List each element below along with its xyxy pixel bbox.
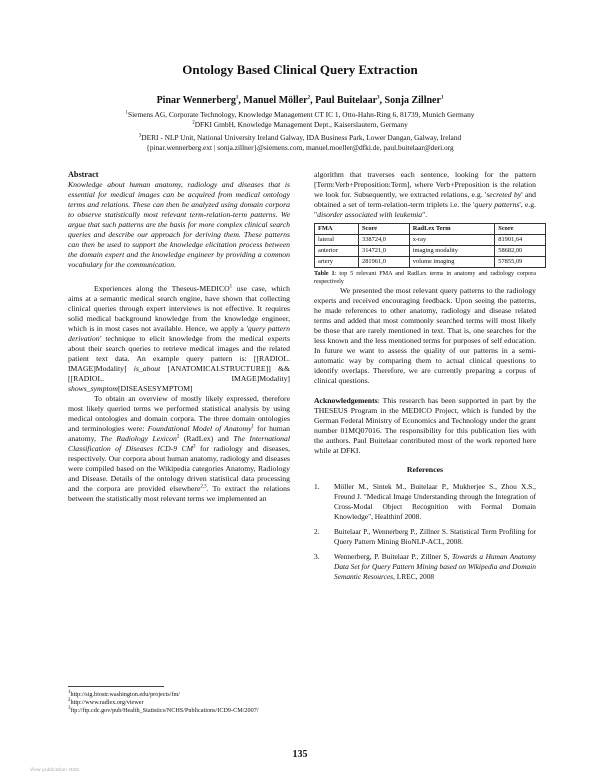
- abstract-text: Knowledge about human anatomy, radiology and diseases that is essential for medical images can be acquired from medical ontology terms and relations. These can then be analyzed using domain corpora to observe statistically most relevant term-relation-term patterns. We argue that such patterns are the basis for more complex clinical search queries and describe our approach for deriving them. These patterns can then be used to support the knowledge elicitation process between the domain expert and the knowledge engineer by providing a common vocabulary for the communication.: [68, 180, 290, 269]
- affiliation: $^1$Siemens AG, Corporate Technology, Knowledge Management CT IC 1, Otto-Hahn-Ring 6, 81739, Munich Germany: [125, 110, 475, 119]
- body-paragraph: Experiences along the Theseus-MEDICO$^1$ use case, which aims at a semantic medical search engine, have shown that collecting clinical queries through expert interviews is not effective. It requires solid medical background knowledge from the knowledge engineer, which is in most cases not available. Hence, we apply a 'query pattern derivation' technique to elicit knowledge from the medical experts about their search queries to retrieve medical images and the related patient text data. An example query pattern is: [[RADIOL. IMAGE]Modality] is_about [ANATOMICALSTRUCTURE]] && [[RADIOL. IMAGE]Modality] shows_symptom[DISEASESYMPTOM]: [68, 284, 290, 393]
- watermark: View publication stats: [30, 768, 80, 773]
- author: Sonja Zillner: [384, 95, 441, 106]
- body-paragraph: We presented the most relevant query patterns to the radiology experts and received encouraging feedback. Upon seeing the patterns, he made references to other anatomy, radiology and disease related terms and added that most commonly searched terms will most likely be those that are rarely mentioned in text. That is, one searches for the less known and the less mentioned terms for purposes of self education. In future we want to assess the quality of our patterns in a semi-automatic way by comparing them to actual clinical questions to identify overlaps. Therefore, we are currently preparing a corpus of clinical questions.: [314, 286, 536, 385]
- reference-item: 1. Möller M., Sintek M., Buitelaar P., Mukherjee S., Zhou X.S., Freund J. "Medical Image Understanding through the Integration of Cross-Modal Object Recognition with Formal Domain Knowledge", Healthinf 2008.: [314, 482, 536, 521]
- author: Pinar Wennerberg: [156, 95, 236, 106]
- abstract-heading: Abstract: [68, 170, 99, 179]
- affiliations: [0, 110, 600, 153]
- reference-item: 3. Wennerberg, P. Buitelaar P., Zillner S, Towards a Human Anatomy Data Set for Query Pattern Mining based on Wikipedia and Domain Semantic Resources, LREC, 2008: [314, 552, 537, 581]
- affiliation: $^2$DFKI GmbH, Knowledge Management Dept., Kaiserslautern, Germany: [192, 120, 408, 129]
- results-table: [314, 223, 546, 268]
- footnote-rule: [68, 686, 164, 687]
- table-header-row: FMA Score RadLex Term Score: [315, 224, 546, 235]
- paper-title: Ontology Based Clinical Query Extraction: [182, 62, 418, 77]
- footnote: $^2$http://www.radlex.org/viewer: [68, 697, 144, 706]
- left-column: [68, 170, 290, 504]
- page-number: 135: [292, 749, 308, 760]
- affiliation: $^3$DERI - NLP Unit, National University Ireland Galway, IDA Business Park, Lower Dangan, Galway, Ireland: [138, 133, 462, 142]
- author-list: Pinar Wennerberg$^1$, Manuel Möller$^2$, Paul Buitelaar$^3$, Sonja Zillner$^1$: [156, 95, 444, 106]
- footnote: $^3$ftp://ftp.cdc.gov/pub/Health_Statistics/NCHS/Publications/ICD9-CM/2007/: [68, 705, 259, 714]
- footnotes: [68, 686, 290, 715]
- author: Manuel Möller: [243, 95, 308, 106]
- references-heading: References: [406, 465, 444, 474]
- author: Paul Buitelaar: [315, 95, 378, 106]
- table-row: artery 281961,0 volume imaging 57855,09: [315, 257, 546, 268]
- email-line: {pinar.wennerberg.ext | sonja.zillner}@siemens.com, manuel.moeller@dfki.de, paul.buitelaar@deri.org: [146, 143, 454, 152]
- acknowledgements: Acknowledgements: This research has been supported in part by the THESEUS Program in the MEDICO Project, which is funded by the German Federal Ministry of Economics and Technology under the grant number 01MQ07016. The responsibility for this publication lies with the authors. Paul Buitelaar contributed most of the work reported here while at DFKI.: [314, 396, 536, 455]
- table-row: anterior 314721,0 imaging modality 58682,00: [315, 246, 546, 257]
- table-caption: Table 1: top 5 relevant FMA and RadLex terms in anatomy and radiology corpora respectively: [314, 270, 536, 285]
- reference-item: 2. Buitelaar P., Wennerberg P., Zillner S. Statistical Term Profiling for Query Pattern Mining BioNLP-ACL, 2008.: [314, 527, 536, 546]
- body-paragraph: To obtain an overview of mostly likely expressed, therefore most likely queried terms we performed statistical analysis by using medical ontologies and domain corpora. The three domain ontologies and terminologies were: Foundational Model of Anatomy$^1$ for human anatomy, The Radiology Lexicon$^2$ (RadLex) and The International Classification of Diseases ICD-9 $CM^3$ for radiology and diseases, respectively. Our corpora about human anatomy, radiology and diseases were compiled based on the Wikipedia categories Anatomy, Radiology and Disease. Details of the ontology driven statistical data processing and the corpora are provided elsewhere$^{2,3}$. To extract the relations between the statistically most relevant terms we implemented an: [68, 394, 290, 503]
- footnote: $^1$http://sig.biostr.washington.edu/projects/fm/: [68, 689, 180, 698]
- body-paragraph: algorithm that traverses each sentence, looking for the pattern [Term:Verb+Preposition:Term], where Verb+Preposition is the relation we look for. Subsequently, we extracted relations, e.g. 'secreted by' and obtained a set of term-relation-term triplets i.e. the 'query patterns', e.g. "disorder associated with leukemia".: [314, 170, 537, 219]
- right-column: [314, 170, 536, 582]
- table-row: lateral 338724,0 x-ray 81901,64: [315, 235, 546, 246]
